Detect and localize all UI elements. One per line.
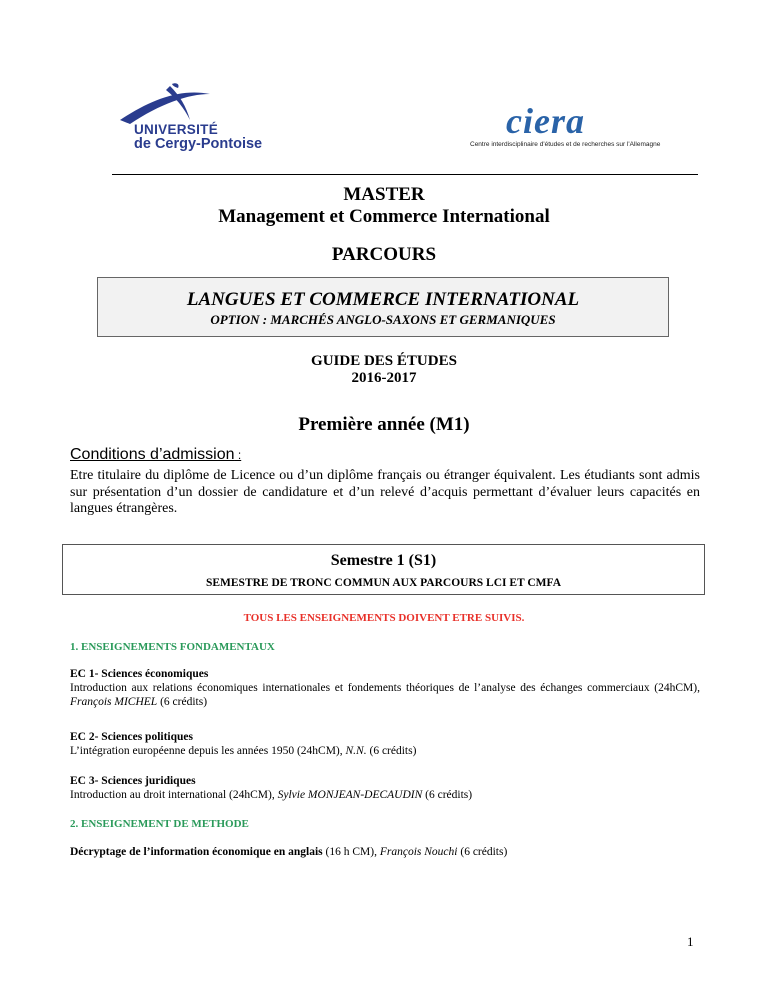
guide-years: 2016-2017	[351, 370, 417, 386]
course-ec2-teacher: N.N.	[345, 745, 367, 757]
course-ec1-credits: (6 crédits)	[157, 696, 208, 708]
course-methode-credits: (6 crédits)	[457, 846, 508, 858]
program-box-title: LANGUES ET COMMERCE INTERNATIONAL	[186, 289, 580, 310]
course-ec1-description	[70, 681, 700, 709]
admission-heading	[70, 445, 241, 465]
course-ec2-credits: (6 crédits)	[366, 745, 417, 757]
ciera-logo-subtitle: Centre interdisciplinaire d'études et de recherches sur l'Allemagne	[470, 141, 661, 148]
ciera-logo-word: ciera	[506, 101, 585, 141]
course-ec3-description	[70, 788, 700, 802]
program-box	[97, 277, 669, 337]
course-ec2-text: L’intégration européenne depuis les années 1950 (24hCM),	[70, 745, 346, 757]
header-divider	[112, 174, 698, 175]
course-ec3-title: EC 3- Sciences juridiques	[70, 775, 196, 787]
course-ec3-credits: (6 crédits)	[422, 789, 473, 801]
universite-cergy-pontoise-logo	[110, 80, 270, 160]
title-program: Management et Commerce International	[218, 206, 550, 227]
title-parcours: PARCOURS	[331, 244, 437, 265]
course-methode-teacher: François Nouchi	[379, 846, 458, 858]
title-master: MASTER	[343, 184, 425, 205]
course-ec3	[70, 775, 700, 802]
section2-heading: 2. ENSEIGNEMENT DE METHODE	[70, 818, 249, 830]
admission-heading-colon: :	[234, 448, 242, 462]
course-ec3-teacher: Sylvie MONJEAN-DECAUDIN	[277, 789, 423, 801]
course-ec3-text: Introduction au droit international (24hCM),	[70, 789, 278, 801]
ciera-logo	[470, 103, 670, 155]
course-ec2	[70, 731, 700, 758]
course-ec1-teacher: François MICHEL	[70, 696, 158, 708]
semester-title: Semestre 1 (S1)	[330, 552, 437, 569]
admission-text: Etre titulaire du diplôme de Licence ou d’un diplôme français ou étranger équivalent. Les étudiants sont admis sur présentation d’un dossier de candidature et d’un relevé d’acquis permettant d’évaluer leurs capacités en langues étrangères.	[70, 468, 700, 516]
semester-subtitle: SEMESTRE DE TRONC COMMUN AUX PARCOURS LCI ET CMFA	[205, 577, 562, 589]
course-methode-text: (16 h CM),	[322, 846, 380, 858]
semester-box	[62, 544, 705, 595]
course-ec1	[70, 668, 700, 709]
page-number: 1	[687, 934, 694, 949]
admission-heading-text: Conditions d’admission	[70, 446, 235, 463]
section1-heading: 1. ENSEIGNEMENTS FONDAMENTAUX	[70, 641, 275, 653]
program-box-subtitle: OPTION : MARCHÉS ANGLO-SAXONS ET GERMANIQUES	[210, 312, 556, 327]
course-ec2-title: EC 2- Sciences politiques	[70, 731, 193, 743]
course-ec2-description	[70, 744, 700, 758]
year-title: Première année (M1)	[298, 414, 470, 435]
course-methode	[70, 845, 700, 859]
ucp-swoosh-icon	[110, 80, 270, 128]
course-methode-title: Décryptage de l’information économique en anglais	[70, 846, 323, 858]
guide-title: GUIDE DES ÉTUDES	[311, 353, 457, 369]
mandatory-notice: TOUS LES ENSEIGNEMENTS DOIVENT ETRE SUIVIS.	[243, 612, 525, 624]
course-ec1-text: Introduction aux relations économiques internationales et fondements théoriques de l’analyse des échanges commerciaux (24hCM),	[70, 682, 700, 694]
ucp-logo-line2: de Cergy-Pontoise	[134, 136, 263, 152]
course-ec1-title: EC 1- Sciences économiques	[70, 668, 209, 680]
ucp-logo-line1: UNIVERSITÉ	[134, 122, 219, 137]
